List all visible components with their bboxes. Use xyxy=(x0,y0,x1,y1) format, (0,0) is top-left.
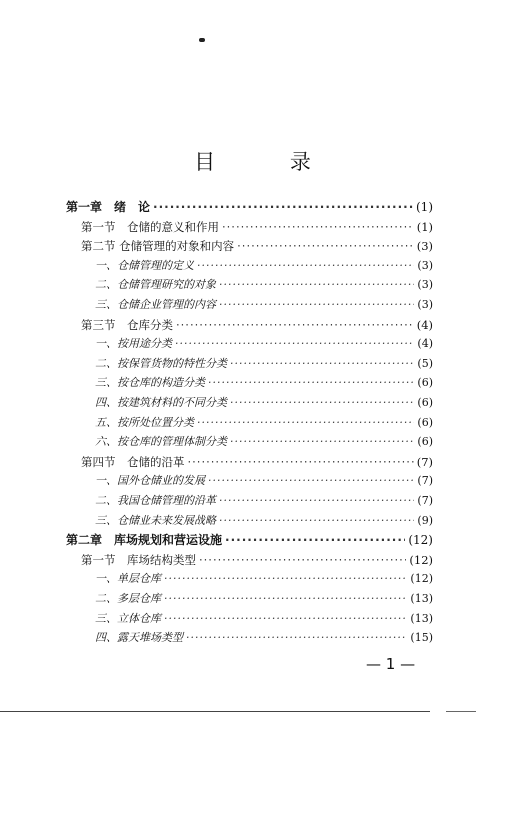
toc-entry-page: (3) xyxy=(417,298,433,311)
toc-entry-item xyxy=(95,611,433,627)
toc-entry-item xyxy=(95,375,433,391)
toc-entry-page: (3) xyxy=(417,258,433,272)
toc-entry-label: 一、国外仓储业的发展 xyxy=(95,474,205,488)
toc-entry-page: (12) xyxy=(409,552,433,567)
toc-entry-page: (15) xyxy=(410,631,433,645)
decorative-dot xyxy=(199,38,205,42)
toc-entry-label: 一、仓储管理的定义 xyxy=(95,258,194,272)
toc-entry-label: 第一章 绪 论 xyxy=(66,200,151,214)
toc-entry-label: 三、按仓库的构造分类 xyxy=(95,376,205,390)
dot-leader xyxy=(164,591,407,607)
toc-entry-item xyxy=(95,336,433,352)
toc-entry-label: 二、仓储管理研究的对象 xyxy=(95,278,216,292)
toc-entry-label: 第三节 仓库分类 xyxy=(81,317,173,332)
dot-leader xyxy=(153,199,413,215)
toc-entry-label: 第一节 仓储的意义和作用 xyxy=(81,219,219,234)
toc-entry-section xyxy=(81,317,433,333)
toc-entry-item xyxy=(95,591,433,607)
dot-leader xyxy=(176,317,414,333)
toc-entry-label: 二、多层仓库 xyxy=(95,592,161,605)
toc-entry-label: 三、仓储企业管理的内容 xyxy=(95,298,216,311)
toc-entry-label: 六、按仓库的管理体制分类 xyxy=(95,435,227,449)
toc-entry-page: (3) xyxy=(416,239,433,254)
toc-entry-label: 一、按用途分类 xyxy=(95,337,172,351)
dot-leader xyxy=(197,258,414,274)
toc-entry-page: (12) xyxy=(408,533,433,548)
dot-leader xyxy=(222,219,414,235)
toc-entry-label: 五、按所处位置分类 xyxy=(95,415,194,429)
bottom-rule xyxy=(0,711,430,712)
dot-leader xyxy=(164,611,407,627)
toc-entry-page: (6) xyxy=(417,376,433,390)
toc-entry-page: (6) xyxy=(417,415,433,429)
toc-entry-item xyxy=(95,415,433,431)
toc-entry-page: (1) xyxy=(416,219,433,234)
toc-entry-section xyxy=(81,219,433,235)
toc-entry-page: (9) xyxy=(417,513,433,527)
dot-leader xyxy=(208,375,414,391)
dot-leader xyxy=(225,532,405,548)
toc-entry-item xyxy=(95,297,433,313)
toc-entry-page: (6) xyxy=(417,435,433,449)
dot-leader xyxy=(197,415,414,431)
toc-entry-page: (13) xyxy=(410,611,433,625)
dot-leader xyxy=(219,513,414,529)
toc-entry-page: (4) xyxy=(417,337,433,351)
toc-entry-page: (7) xyxy=(417,494,433,507)
dot-leader xyxy=(230,356,414,372)
dot-leader xyxy=(186,630,407,646)
dot-leader xyxy=(164,571,407,587)
dot-leader xyxy=(219,493,414,509)
toc-entry-item xyxy=(95,395,433,411)
dot-leader xyxy=(237,238,414,254)
toc-entry-page: (3) xyxy=(417,278,433,292)
toc-entry-label: 第二章 库场规划和营运设施 xyxy=(66,533,223,548)
toc-entry-label: 三、仓储业未来发展战略 xyxy=(95,513,216,527)
toc-entry-label: 三、立体仓库 xyxy=(95,611,161,625)
toc-entry-label: 一、单层仓库 xyxy=(95,572,161,586)
toc-entry-item xyxy=(95,493,433,509)
dot-leader xyxy=(199,552,406,568)
toc-entry-page: (7) xyxy=(417,474,433,488)
toc-entry-label: 二、我国仓储管理的沿革 xyxy=(95,494,216,507)
toc-entry-page: (4) xyxy=(416,317,433,332)
toc-entry-item xyxy=(95,513,433,529)
toc-entry-page: (7) xyxy=(416,454,433,469)
toc-entry-section xyxy=(81,454,433,470)
bottom-rule-short xyxy=(446,711,476,712)
toc-entry-label: 第一节 库场结构类型 xyxy=(81,552,196,567)
toc-entry-label: 四、露天堆场类型 xyxy=(95,631,183,645)
dot-leader xyxy=(188,454,414,470)
toc-entry-section xyxy=(81,552,433,568)
toc-entry-page: (6) xyxy=(417,396,433,409)
toc-entry-page: (13) xyxy=(410,592,433,605)
toc-entry-item xyxy=(95,277,433,293)
toc-entry-item xyxy=(95,434,433,450)
toc-entry-chapter xyxy=(66,532,433,548)
dot-leader xyxy=(175,336,414,352)
toc-entry-section xyxy=(81,238,433,254)
toc-entry-item xyxy=(95,571,433,587)
dot-leader xyxy=(219,277,414,293)
toc-entry-item xyxy=(95,258,433,274)
toc-entry-page: (5) xyxy=(417,356,433,370)
dot-leader xyxy=(208,473,414,489)
toc-entry-page: (1) xyxy=(416,200,433,214)
dot-leader xyxy=(230,434,414,450)
dot-leader xyxy=(219,297,414,313)
toc-entry-chapter xyxy=(66,199,433,215)
toc-entry-item xyxy=(95,356,433,372)
page-number: — 1 — xyxy=(366,655,416,673)
toc-entry-label: 四、按建筑材料的不同分类 xyxy=(95,396,227,409)
dot-leader xyxy=(230,395,414,411)
toc-entry-label: 第二节 仓储管理的对象和内容 xyxy=(81,239,235,254)
toc-entry-label: 第四节 仓储的沿革 xyxy=(81,454,185,469)
toc-entry-page: (12) xyxy=(410,572,433,586)
toc-entry-item xyxy=(95,473,433,489)
toc-entry-label: 二、按保管货物的特性分类 xyxy=(95,356,227,370)
toc-entry-item xyxy=(95,630,433,646)
page-title: 目 录 xyxy=(194,150,345,174)
